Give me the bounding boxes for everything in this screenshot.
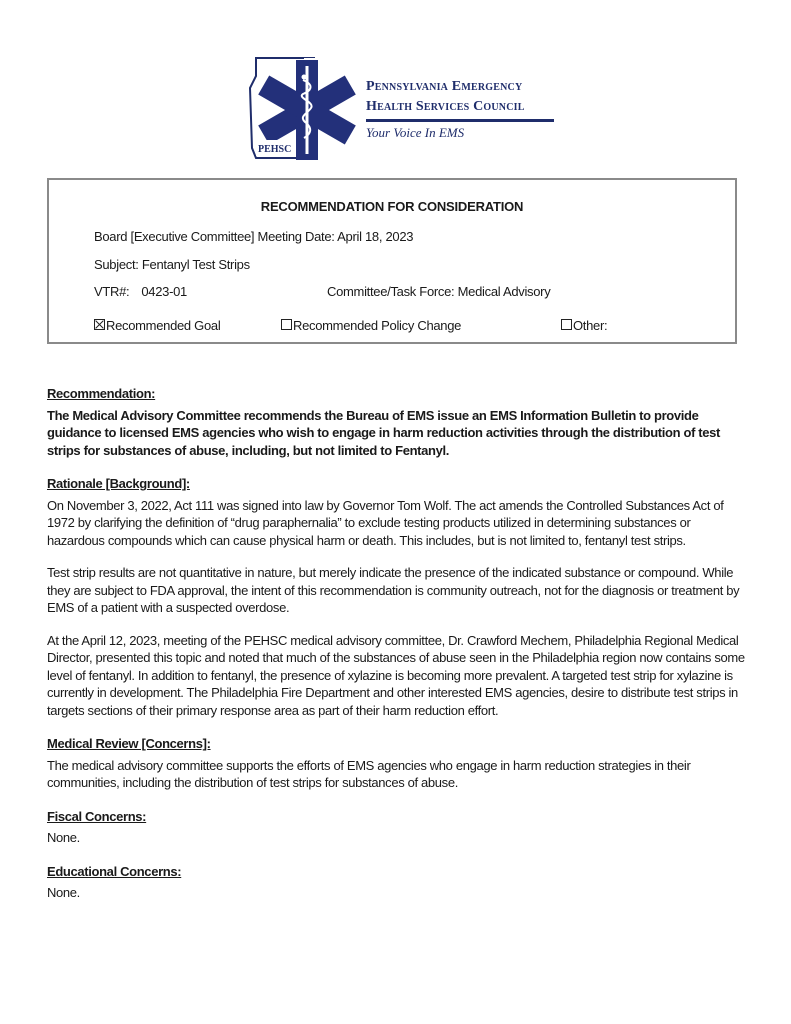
document-title: RECOMMENDATION FOR CONSIDERATION: [260, 199, 524, 214]
fiscal-concerns-text: None.: [47, 830, 80, 845]
logo-text-block: [366, 77, 566, 141]
educational-concerns-text: None.: [47, 885, 80, 900]
checked-box-icon[interactable]: [94, 319, 105, 330]
meeting-date-line: Board [Executive Committee] Meeting Date: April 18, 2023: [94, 229, 414, 244]
recommendation-text: The Medical Advisory Committee recommends the Bureau of EMS issue an EMS Information Bulletin to provide guidance to licensed EMS agencies who wish to engage in harm reduction activities through the distribution of test strips for substances of abuse, including, but not limited to Fentanyl.: [47, 407, 721, 458]
checkbox-label: Recommended Policy Change: [293, 318, 462, 333]
document-body: [47, 385, 747, 902]
subject-line: Subject: Fentanyl Test Strips: [94, 257, 250, 272]
logo-tagline: Your Voice In EMS: [366, 125, 465, 140]
star-of-life-keystone-icon: [242, 52, 364, 162]
checkbox-recommended-goal[interactable]: [94, 318, 220, 333]
unchecked-box-icon[interactable]: [281, 319, 292, 330]
vtr-label: VTR#:: [94, 284, 130, 299]
rationale-paragraph-3: At the April 12, 2023, meeting of the PEHSC medical advisory committee, Dr. Crawford Mechem, Philadelphia Regional Medical Director, presented this topic and noted that much of the substances of abuse seen in the Philadelphia region now contains some level of fentanyl. In addition to fentanyl, the presence of xylazine is becoming more prevalent. A targeted test strip for xylazine is currently in development. The Philadelphia Fire Department and other interested EMS agencies, desire to distribute test strips in targets sections of their primary response area as part of their harm reduction effort.: [47, 632, 745, 718]
vtr-line: [94, 284, 187, 299]
logo-badge-text: PEHSC: [258, 144, 292, 155]
org-name-line-1: Pennsylvania Emergency: [366, 79, 523, 94]
logo-divider: [366, 119, 554, 122]
recommendation-header-box: [47, 178, 737, 344]
org-name-line-2: Health Services Council: [366, 99, 525, 114]
checkbox-label: Other:: [573, 318, 608, 333]
checkbox-other[interactable]: [561, 318, 607, 333]
rationale-paragraph-2: Test strip results are not quantitative in nature, but merely indicate the presence of the indicated substance or compound. While they are subject to FDA approval, the intent of this recommendation is community outreach, not for the diagnosis or treatment by EMS of a patient with a suspected overdose.: [47, 565, 740, 615]
checkbox-label: Recommended Goal: [106, 318, 221, 333]
fiscal-concerns-heading: Fiscal Concerns:: [47, 808, 147, 824]
educational-concerns-heading: Educational Concerns:: [47, 863, 182, 879]
pehsc-logo: [242, 52, 572, 162]
rationale-heading: Rationale [Background]:: [47, 476, 190, 491]
rationale-paragraph-1: On November 3, 2022, Act 111 was signed into law by Governor Tom Wolf. The act amends the Controlled Substances Act of 1972 by clarifying the definition of “drug paraphernalia” to exclude testing products utilized in determining substances or hazardous compounds which can cause physical harm or death. This includes, but is not limited to, fentanyl test strips.: [47, 497, 724, 548]
recommendation-heading: Recommendation:: [47, 386, 156, 401]
medical-review-heading: Medical Review [Concerns]:: [47, 736, 211, 751]
committee-line: Committee/Task Force: Medical Advisory: [327, 284, 551, 299]
checkbox-recommended-policy-change[interactable]: [281, 318, 461, 333]
vtr-number: 0423-01: [141, 284, 187, 299]
unchecked-box-icon[interactable]: [561, 319, 572, 330]
medical-review-text: The medical advisory committee supports the efforts of EMS agencies who engage in harm reduction strategies in their communities, including the distribution of test strips for substances of abuse.: [47, 757, 691, 790]
